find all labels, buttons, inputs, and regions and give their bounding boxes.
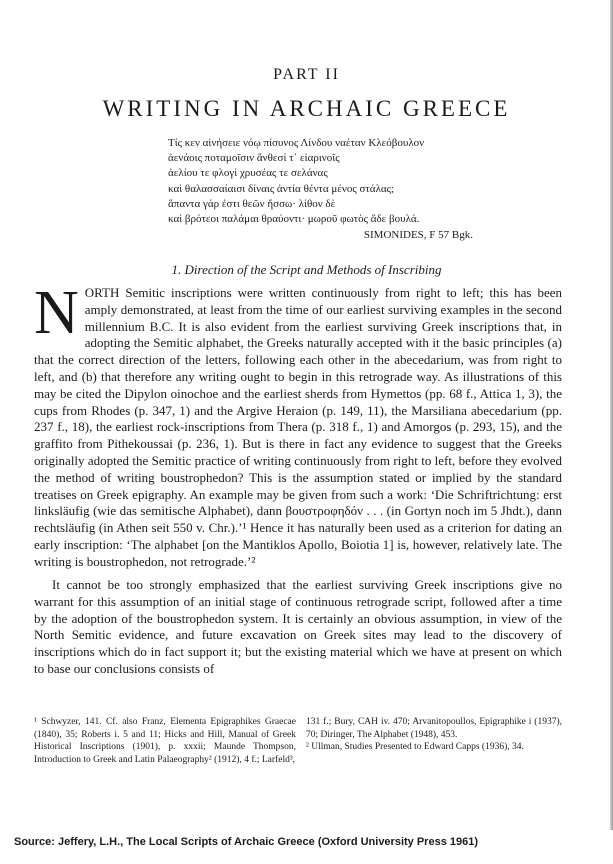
paragraph-2: It cannot be too strongly emphasized that the earliest surviving Greek inscriptions give no warrant for this assumption of an initial stage of continuous retrograde script, followed after a time by the adoption of the boustrophedon system. It is certainly an obvious assumption, in view of the North Semitic evidence, and future excavation on Greek sites may lead to the discovery of inscriptions which do in fact support it; but the existing material which we have at present on which to base our conclusions consists of bbox=[34, 577, 562, 676]
poem-line: Τίς κεν αἰνήσειε νόῳ πίσυνος Λίνδου ναέταν Κλεόβουλον bbox=[168, 137, 425, 149]
epigraph-attribution: SIMONIDES, F 57 Bgk. bbox=[363, 229, 473, 241]
paragraph-1-text: ORTH Semitic inscriptions were written continuously from right to left; this has been amply demonstrated, at least from the time of our earliest surviving examples in the second millennium B.C. It is also evident from the earliest surviving Greek inscriptions that, in adopting the Semitic alphabet, the Greeks naturally accepted with it the basic principles (a) that the correct direction of the letters, following each other in the abecedarium, was from right to left, and (b) that therefore any writing ought to begin in this retrograde way. As illustrations of this may be cited the Dipylon oinochoe and the earliest sherds from Hymettos (pp. 68 f., Attica 1, 3), the cups from Rhodes (p. 347, 1) and the Argive Heraion (p. 149, 11), the Marsiliana abecedarium (pp. 237 f., 18), the earliest rock-inscriptions from Thera (p. 318 f., 1) and Amorgos (p. 293, 15), and the graffito from Pithekoussai (p. 236, 1). But is there in fact any evidence to suggest that the Greeks originally adopted the Semitic practice of writing continuously from right to left, before they evolved the method of writing boustrophedon? This is the assumption stated or implied by the standard treatises on Greek epigraphy. An example may be given from such a work: ‘Die Schriftrichtung: erst linksläufig (wie das semitische Alphabet), dann βουστροφηδόν . . . (in Gortyn noch im 5 Jhdt.), dann rechtsläufig (in Athen seit 550 v. Chr.).’¹ Hence it has naturally been used as a criterion for dating an early inscription: ‘The alphabet [on the Mantiklos Apollo, Boiotia 1] is, however, relatively late. The writing is boustrophedon, not retrograde.’² bbox=[34, 285, 562, 569]
poem-line: ἀενάοις ποταμοῖσιν ἄνθεσί τ᾽ εἰαρινοῖς bbox=[168, 152, 340, 165]
footnotes-right: 131 f.; Bury, CAH iv. 470; Arvanitopoullos, Epigraphike i (1937), 70; Diringer, The Alphabet (1948), 453. ² Ullman, Studies Presented to Edward Capps (1936), 34. bbox=[306, 717, 562, 753]
footnotes-left: ¹ Schwyzer, 141. Cf. also Franz, Elementa Epigraphikes Graecae (1840), 35; Roberts i. 5 and 11; Hicks and Hill, Manual of Greek Historical Inscriptions (1901), p. xxxii; Maunde Thompson, Introduction to Greek and Latin Palaeography² (1912), 4 f.; Larfeld³, bbox=[34, 717, 296, 765]
poem-line: ἅπαντα γάρ ἐστι θεῶν ἥσσω· λίθον δὲ bbox=[168, 197, 336, 210]
epigraph-poem bbox=[168, 136, 468, 227]
poem-line: καὶ βρότεοι παλάμαι θραύοντι· μωροῦ φωτὸς ἅδε βουλά. bbox=[168, 213, 420, 226]
part-heading: PART II bbox=[273, 66, 340, 83]
poem-line: καὶ θαλασσαίαισι δίναις ἀντία θέντα μένος στάλας; bbox=[168, 182, 395, 195]
source-caption: Source: Jeffery, L.H., The Local Scripts of Archaic Greece (Oxford University Press 1961) bbox=[14, 836, 479, 848]
drop-cap: N bbox=[34, 279, 79, 347]
section-heading: 1. Direction of the Script and Methods of Inscribing bbox=[171, 262, 442, 277]
paragraph-1 bbox=[34, 279, 562, 571]
chapter-title: WRITING IN ARCHAIC GREECE bbox=[102, 96, 511, 121]
poem-line: ἀελίου τε φλογὶ χρυσέας τε σελάνας bbox=[168, 167, 328, 180]
